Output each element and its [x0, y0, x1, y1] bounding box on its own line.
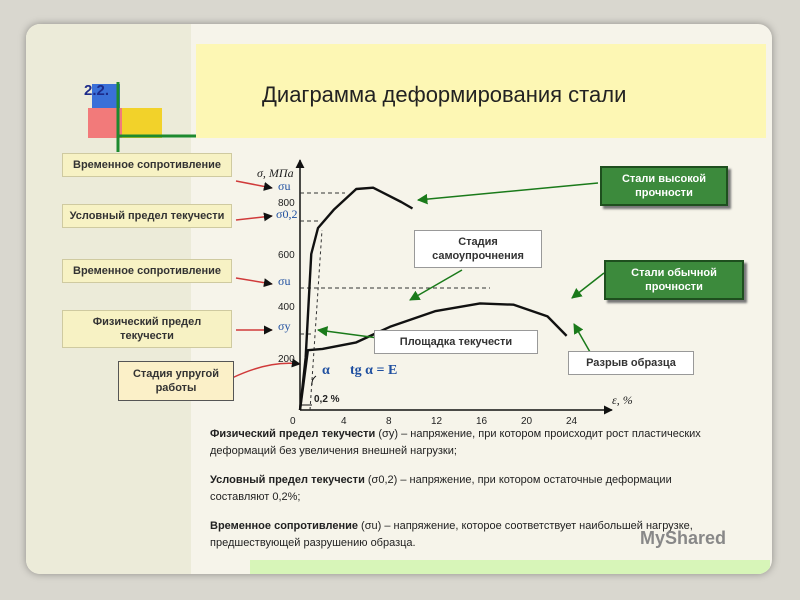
curves: [300, 188, 567, 410]
watermark: MyShared: [640, 528, 727, 548]
definition-symbol: (σu): [361, 520, 382, 532]
x-tick-label: 0: [290, 416, 296, 427]
definition-term: Физический предел текучести: [210, 428, 379, 440]
definition-term: Временное сопротивление: [210, 520, 362, 532]
x-tick-label: 24: [566, 416, 578, 427]
x-tick-label: 8: [386, 416, 392, 427]
sigma-u-top-symbol: σu: [278, 179, 291, 193]
left-label-ultimate-strength-1: Временное сопротивление: [62, 153, 232, 177]
y-tick-label: 800: [278, 198, 295, 209]
x-tick-label: 12: [431, 416, 443, 427]
y-tick-label: 600: [278, 250, 295, 261]
x-tick-label: 16: [476, 416, 488, 427]
definition-text: – напряжение, при котором остаточные деформации составляют 0,2%;: [210, 474, 672, 503]
callout-elastic-stage: Стадия упругой работы: [118, 361, 234, 401]
left-label-proof-stress: Условный предел текучести: [62, 204, 232, 228]
callout-specimen-rupture: Разрыв образца: [568, 351, 694, 375]
callout-high-strength-steel: Стали высокой прочности: [600, 166, 728, 206]
offset-label: 0,2 %: [314, 394, 340, 405]
callout-yield-plateau: Площадка текучести: [374, 330, 538, 354]
x-axis-label: ε, %: [612, 393, 633, 407]
curve-2: [300, 303, 567, 410]
sigma-u-symbol: σu: [278, 274, 291, 288]
alpha-label: α: [322, 363, 330, 378]
left-label-yield-point: Физический предел текучести: [62, 310, 232, 348]
definition-2: [210, 472, 730, 506]
y-axis-label: σ, МПа: [257, 166, 294, 180]
definition-1: [210, 426, 730, 460]
formula-label: tg α = E: [350, 363, 398, 378]
sigma-02-symbol: σ0,2: [276, 207, 298, 221]
definition-text: – напряжение, при котором происходит рост пластических деформаций без увеличения внешней нагрузки;: [210, 428, 701, 457]
x-tick-label: 4: [341, 416, 347, 427]
x-tick-label: 20: [521, 416, 533, 427]
sigma-y-symbol: σy: [278, 319, 291, 333]
left-label-ultimate-strength-2: Временное сопротивление: [62, 259, 232, 283]
y-tick-label: 400: [278, 302, 295, 313]
page-title: Диаграмма деформирования стали: [262, 82, 627, 107]
definition-symbol: (σ0,2): [367, 474, 398, 486]
definition-symbol: (σу): [378, 428, 399, 440]
definition-term: Условный предел текучести: [210, 474, 368, 486]
definition-text: – напряжение, которое соответствует наибольшей нагрузке, предшествующей разрушению образца.: [210, 520, 693, 549]
slide-number: 2.2.: [84, 82, 110, 99]
y-tick-label: 200: [278, 354, 295, 365]
callout-normal-strength-steel: Стали обычной прочности: [604, 260, 744, 300]
callout-self-hardening-stage: Стадия самоупрочнения: [414, 230, 542, 268]
